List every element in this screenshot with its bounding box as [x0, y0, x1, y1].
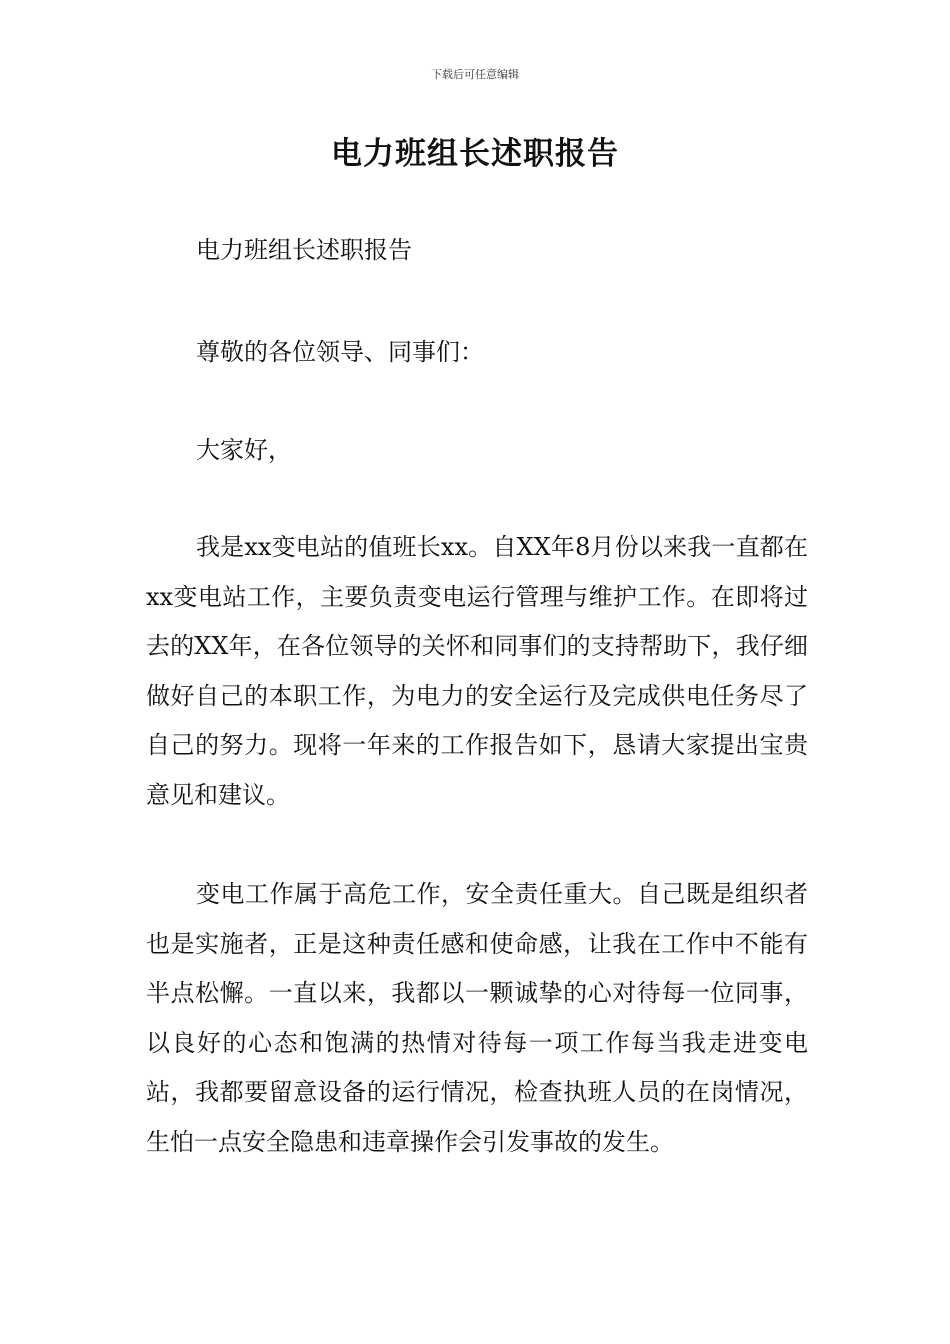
body-paragraph: 我是xx变电站的值班长xx。自XX年8月份以来我一直都在xx变电站工作，主要负责变电运行管理与维护工作。在即将过去的XX年，在各位领导的关怀和同事们的支持帮助下，我仔细做好自己的本职工作，为电力的安全运行及完成供电任务尽了自己的努力。现将一年来的工作报告如下，恳请大家提出宝贵意见和建议。	[146, 533, 808, 809]
subtitle-paragraph: 电力班组长述职报告	[196, 236, 412, 264]
greeting-paragraph: 大家好，	[196, 436, 292, 464]
body-paragraph: 变电工作属于高危工作，安全责任重大。自己既是组织者也是实施者，正是这种责任感和使命感，让我在工作中不能有半点松懈。一直以来，我都以一颗诚挚的心对待每一位同事，以良好的心态和饱满的热情对待每一项工作每当我走进变电站，我都要留意设备的运行情况，检查执班人员的在岗情况，生怕一点安全隐患和违章操作会引发事故的发生。	[146, 880, 808, 1156]
header-note: 下载后可任意编辑	[431, 68, 519, 81]
salutation-paragraph: 尊敬的各位领导、同事们：	[196, 338, 484, 366]
document-title: 电力班组长述职报告	[331, 136, 619, 172]
